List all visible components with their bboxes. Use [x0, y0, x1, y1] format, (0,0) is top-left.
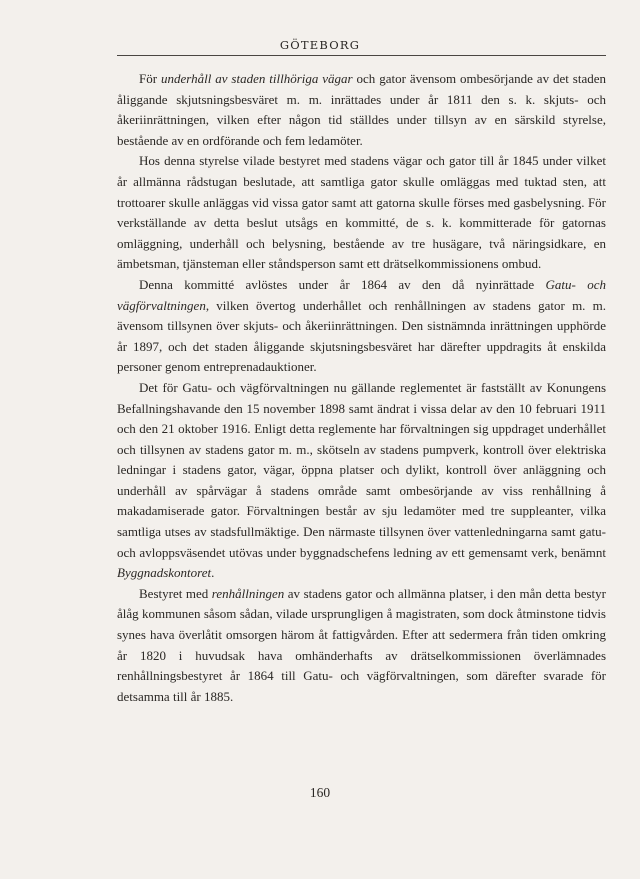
- paragraph-4: [117, 378, 606, 584]
- paragraph-3: [117, 275, 606, 378]
- page-number: 160: [309, 785, 331, 800]
- paragraph-4-tail: .: [211, 565, 215, 581]
- running-header: GÖTEBORG: [279, 38, 361, 52]
- paragraph-3-lead: Denna kommitté avlöstes under år 1864 av den då nyinrättade: [139, 276, 546, 292]
- paragraph-5-lead: Bestyret med: [139, 585, 212, 601]
- paragraph-1-text: och gator ävensom ombesörjande av det staden åliggande skjutsningsbesväret m. m. inrättades under år 1811 den s. k. skjuts- och åkeriinrättningen, vilken efter någon tid ställdes under tillsyn av en särskild styrelse, bestående av en ordförande och fem ledamöter.: [117, 71, 606, 148]
- page-body: [117, 69, 606, 707]
- paragraph-3-italic: Gatu- och vägförvaltningen: [117, 276, 606, 313]
- paragraph-5-text: av stadens gator och allmänna platser, i den mån detta bestyr ålåg kommunen såsom sådan, vilade ursprungligen å magistraten, som dock åtminstone tidvis synes hava överlåtit omsorgen härom åt fattigvården. Efter att sedermera från tiden omkring år 1820 i huvudsak hava omhänderhafts av drätselkommissionen överlämnades renhållningsbestyret år 1864 till Gatu- och vägförvaltningen, som därefter svarade för detsamma till år 1885.: [117, 585, 606, 704]
- paragraph-3-text: , vilken övertog underhållet och renhållningen av stadens gator m. m. ävensom tillsynen över skjuts- och åkeriinrättningen. Den sistnämnda inrättningen upphörde år 1897, och det staden åliggande skjutsningsbesväret har därefter uppdragits åt enskilda personer genom entreprenadauktioner.: [117, 297, 606, 375]
- paragraph-2: [117, 151, 606, 275]
- paragraph-1: [117, 69, 606, 151]
- paragraph-4-tail-italic: Byggnadskontoret: [117, 565, 212, 581]
- paragraph-5: [117, 584, 606, 708]
- paragraph-1-lead: För: [139, 71, 161, 86]
- paragraph-2-text: Hos denna styrelse vilade bestyret med stadens vägar och gator till år 1845 under vilket år allmänna rådstugan beslutade, att samtliga gator skulle omläggas med tuktad sten, att trottoarer skulle anläggas vid vissa gator samt att gatorna skulle förses med gasbelysning. För verkställande av detta beslut utsågs en kommitté, de s. k. kommitterade för gatornas omläggning, underhåll och belysning, bestående av tre husägare, två näringsidkare, en ämbetsman, tjänsteman eller ståndsperson samt ett drätselkommissionens ombud.: [117, 153, 606, 272]
- header-rule: [117, 55, 606, 56]
- paragraph-5-italic: renhållningen: [211, 585, 285, 601]
- paragraph-1-italic: underhåll av staden tillhöriga vägar: [160, 71, 353, 86]
- paragraph-4-text: Det för Gatu- och vägförvaltningen nu gällande reglementet är fastställt av Konungens Befallningshavande den 15 november 1898 samt ändrat i vissa delar av den 10 februari 1911 och den 21 oktober 1916. Enligt detta reglemente har förvaltningen sig uppdraget underhållet och tillsynen av stadens gator m. m., skötseln av stadens pumpverk, kontroll över elektriska ledningar i stadens gator, vägar, öppna platser och dylikt, kontroll över anläggning och underhåll av spårvägar å stadens område samt ombesörjande av viss renhållning å makadamiserade gator. Förvaltningen består av sju ledamöter med tre suppleanter, vilka samtliga utses av stadsfullmäktige. Den närmaste tillsynen över vattenledningarna samt gatu- och avloppsväsendet utövas under byggnadschefens ledning av ett gemensamt verk, benämnt: [117, 379, 606, 560]
